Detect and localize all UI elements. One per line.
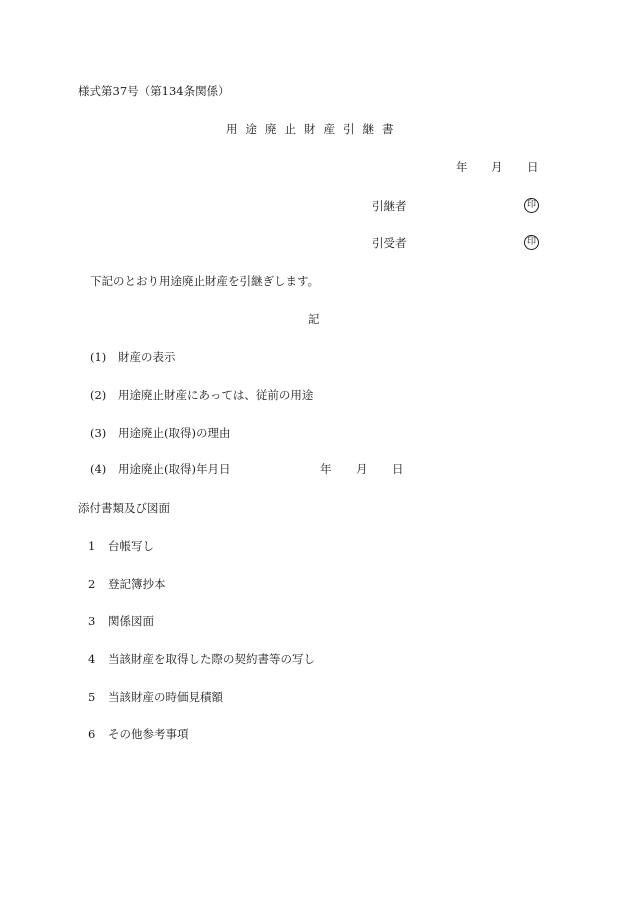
item4-date-year: 年 <box>320 462 332 476</box>
attachment-item-5 <box>88 690 223 704</box>
document-title: 用途廃止財産引継書 <box>226 122 402 136</box>
item-2 <box>90 388 313 402</box>
attachment-item-4 <box>88 652 315 666</box>
attachment-number: 6 <box>88 727 96 741</box>
receiver-seal-icon: 印 <box>524 235 539 250</box>
attachment-number: 5 <box>88 690 96 704</box>
attachment-item-6 <box>88 727 189 741</box>
item4-date-month: 月 <box>356 462 368 476</box>
attachment-number: 3 <box>88 614 96 628</box>
attachment-text: 当該財産の時価見積額 <box>108 690 223 704</box>
date-month: 月 <box>491 160 503 174</box>
record-heading: 記 <box>308 312 320 326</box>
item-text: 用途廃止財産にあっては、従前の用途 <box>118 388 314 402</box>
attachment-text: 関係図面 <box>108 614 154 628</box>
attachment-number: 2 <box>88 577 96 591</box>
attachments-heading: 添付書類及び図面 <box>78 501 170 515</box>
intro-text: 下記のとおり用途廃止財産を引継ぎします。 <box>90 274 320 288</box>
item-1 <box>90 350 176 364</box>
item4-date-day: 日 <box>392 462 404 476</box>
form-number: 様式第37号（第134条関係） <box>78 84 230 98</box>
attachment-text: その他参考事項 <box>108 727 189 741</box>
attachment-text: 登記簿抄本 <box>108 577 166 591</box>
attachment-item-2 <box>88 577 166 591</box>
item-text: 用途廃止(取得)年月日 <box>118 462 231 476</box>
date-year: 年 <box>456 160 468 174</box>
attachment-number: 4 <box>88 652 96 666</box>
attachment-item-3 <box>88 614 154 628</box>
item-number: (1) <box>90 350 107 364</box>
receiver-label: 引受者 <box>372 236 407 250</box>
attachment-text: 台帳写し <box>108 539 154 553</box>
transferor-label: 引継者 <box>372 199 407 213</box>
item-text: 用途廃止(取得)の理由 <box>118 426 231 440</box>
item-number: (3) <box>90 426 107 440</box>
attachment-text: 当該財産を取得した際の契約書等の写し <box>108 652 315 666</box>
attachment-item-1 <box>88 539 154 553</box>
item-number: (2) <box>90 388 107 402</box>
transferor-seal-icon: 印 <box>524 198 539 213</box>
item-4 <box>90 462 230 476</box>
attachment-number: 1 <box>88 539 96 553</box>
date-day: 日 <box>527 160 539 174</box>
item-text: 財産の表示 <box>118 350 176 364</box>
item-number: (4) <box>90 462 107 476</box>
item-3 <box>90 426 230 440</box>
